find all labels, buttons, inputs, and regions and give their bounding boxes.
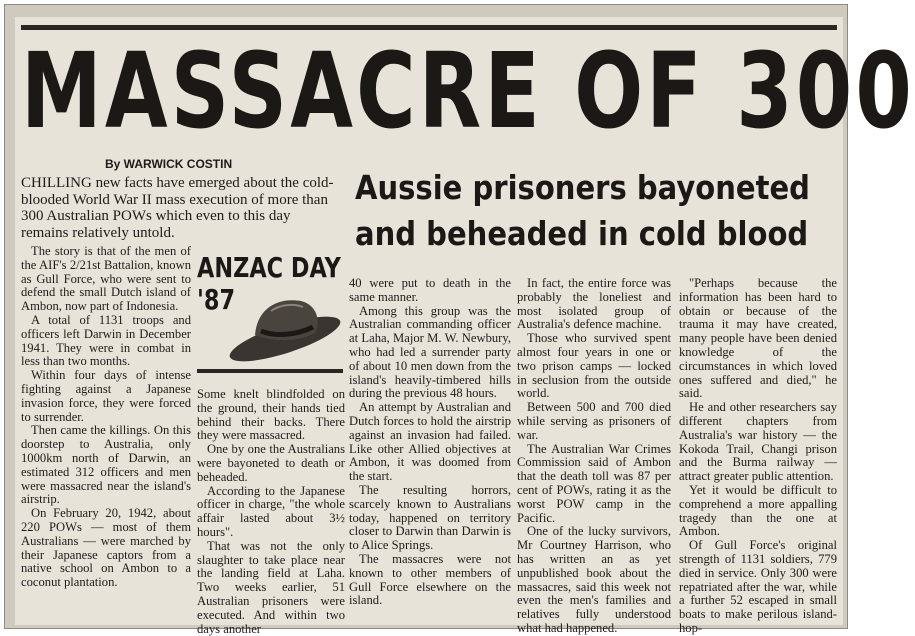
- paragraph: Some knelt blindfolded on the ground, their hands tied behind their backs. There they were massacred.: [197, 387, 345, 443]
- paragraph: A total of 1131 troops and officers left Darwin in December 1941. They were in combat in less than two months.: [21, 312, 191, 369]
- paragraph: One by one the Australians were bayoneted to death or beheaded.: [197, 442, 345, 484]
- paragraph: According to the Japanese officer in charge, "the whole affair lasted about 3½ hours".: [197, 483, 345, 539]
- paragraph: The Australian War Crimes Commission said of Ambon that the death toll was 87 per cent of POWs, rating it as the worst POW camp in the Pacific.: [517, 441, 671, 525]
- paragraph: Within four days of intense fighting against a Japanese invasion force, they were forced to surrender.: [21, 368, 191, 424]
- subheadline-line-1: Aussie prisoners bayoneted: [355, 168, 810, 207]
- intro-paragraph: CHILLING new facts have emerged about the cold-blooded World War II mass execution of more than 300 Australian POWs which even to this day remains relatively untold.: [21, 175, 334, 241]
- anzac-title: ANZAC DAY: [197, 251, 341, 284]
- paragraph: That was not the only slaughter to take place near the landing field at Laha. Two weeks earlier, 51 Australian prisoners were executed. And within two days another: [197, 538, 345, 636]
- paragraph: Then came the killings. On this doorstep to Australia, only 1000km north of Darwin, an estimated 312 officers and men were massacred near the island's airstrip.: [21, 423, 191, 507]
- paragraph: One of the lucky survivors, Mr Courtney Harrison, who has written an as yet unpublished book about the massacres, said this week not even the men's families and relatives fully understood what had happened.: [517, 524, 671, 635]
- paragraph: Those who survived spent almost four years in one or two prison camps — locked in seclusion from the outside world.: [517, 331, 671, 401]
- headline: MASSACRE OF 300: [21, 30, 915, 152]
- paragraph: On February 20, 1942, about 220 POWs — most of them Australians — were marched by their Japanese captors from a native school on Ambon to a coconut plantation.: [21, 506, 191, 590]
- slouch-hat-icon: [205, 287, 345, 367]
- column-1: [21, 245, 191, 590]
- paragraph: 40 were put to death in the same manner.: [349, 276, 511, 304]
- paragraph: In fact, the entire force was probably the loneliest and most isolated group of Australia's defence machine.: [517, 276, 671, 332]
- paragraph: Among this group was the Australian commanding officer at Laha, Major M. W. Newbury, who had led a surrender party of about 10 men down from the island's heavily-timbered hills during the previous 48 hours.: [349, 303, 511, 401]
- column-4: [517, 277, 671, 636]
- column-5: [679, 277, 837, 636]
- paragraph: The resulting horrors, scarcely known to Australians today, happened on territory closer to Darwin than Darwin is to Alice Springs.: [349, 482, 511, 553]
- subheadline-line-2: and beheaded in cold blood: [355, 214, 809, 253]
- column-3: [349, 277, 511, 608]
- newspaper-clipping: [15, 17, 915, 636]
- paragraph: Yet it would be difficult to comprehend a more appalling tragedy than the one at Ambon.: [679, 482, 837, 539]
- anzac-rule: [197, 369, 343, 373]
- column-2: [197, 388, 345, 636]
- anzac-year: '87: [197, 283, 236, 316]
- paragraph: The story is that of the men of the AIF's 2/21st Battalion, known as Gull Force, who were sent to defend the small Dutch island of Ambon, now part of Indonesia.: [21, 244, 191, 314]
- paragraph: An attempt by Australian and Dutch forces to hold the airstrip against an invasion had failed. Like other Allied objectives at Ambon, it was doomed from the start.: [349, 400, 511, 484]
- byline: By WARWICK COSTIN: [105, 157, 233, 171]
- paragraph: "Perhaps because the information has been hard to obtain or because of the trauma it may have created, many people have been denied knowledge of the circumstances in which loved ones suffered and died," he said.: [679, 276, 837, 401]
- paragraph: The massacres were not known to other members of Gull Force elsewhere on the island.: [349, 551, 511, 608]
- paragraph: He and other researchers say different chapters from Australia's war history — the Kokoda Trail, Changi prison and the Burma railway — attract greater public attention.: [679, 400, 837, 484]
- anzac-day-box: [195, 249, 345, 379]
- subheadline: [355, 165, 810, 257]
- paragraph: Of Gull Force's original strength of 1131 soldiers, 779 died in service. Only 300 were repatriated after the war, while a further 52 escaped in small boats to make perilous island-hop-: [679, 538, 837, 635]
- clipping-frame: [4, 4, 915, 636]
- paragraph: Between 500 and 700 died while serving as prisoners of war.: [517, 400, 671, 442]
